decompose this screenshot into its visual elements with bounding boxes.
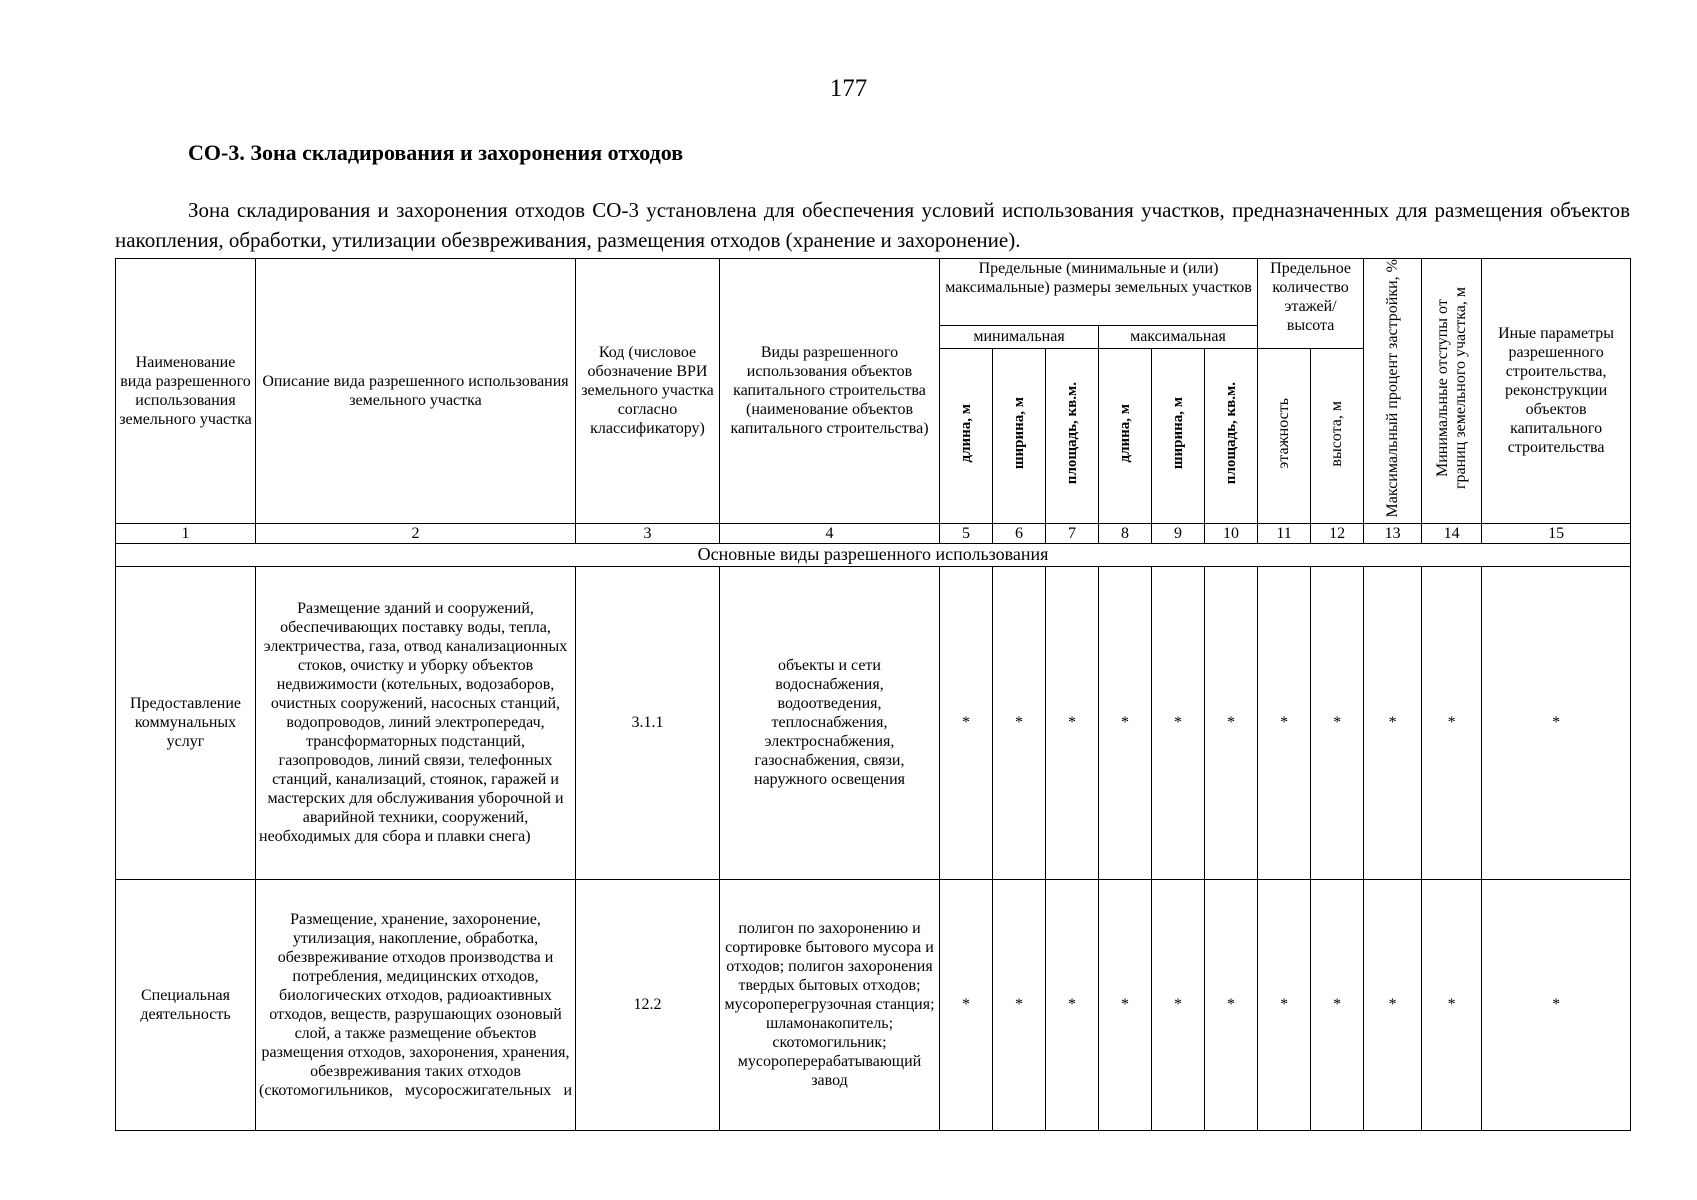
header-setbacks-text: Минимальные отступы от границ земельного участка, м xyxy=(1433,287,1469,490)
param-cell: * xyxy=(1258,566,1311,879)
row-name: Специальная деятельность xyxy=(116,879,256,1130)
row-description: Размещение, хранение, захоронение, утилизация, накопление, обработка, обезвреживание отходов производства и потребления, медицинских отходов, биологических отходов, радиоактивных отходов, веществ, разрушающих озоновый слой, а также размещение объектов размещения отходов, захоронения, хранения, обезвреживания таких отходов (скотомогильников, мусоросжигательных и xyxy=(256,879,576,1130)
header-floors-text: этажность xyxy=(1275,398,1293,469)
column-number: 8 xyxy=(1099,523,1152,543)
column-number: 4 xyxy=(720,523,940,543)
header-floors xyxy=(1258,349,1311,523)
column-number: 14 xyxy=(1422,523,1482,543)
param-cell: * xyxy=(1099,566,1152,879)
header-setbacks xyxy=(1422,259,1482,524)
column-number: 11 xyxy=(1258,523,1311,543)
param-cell: * xyxy=(1482,879,1631,1130)
header-floors-group: Предельное количество этажей/ высота xyxy=(1258,259,1364,349)
param-cell: * xyxy=(1205,566,1258,879)
param-cell: * xyxy=(1099,879,1152,1130)
param-cell: * xyxy=(1152,879,1205,1130)
column-number: 6 xyxy=(993,523,1046,543)
header-height xyxy=(1311,349,1364,523)
section-row xyxy=(116,543,1631,566)
header-max-area xyxy=(1205,349,1258,523)
column-number: 13 xyxy=(1364,523,1422,543)
column-number: 3 xyxy=(576,523,720,543)
row-objects: объекты и сети водоснабжения, водоотведения, теплоснабжения, электроснабжения, газоснабжения, связи, наружного освещения xyxy=(720,566,940,879)
table-row xyxy=(116,566,1631,879)
header-max-width xyxy=(1152,349,1205,523)
column-number: 9 xyxy=(1152,523,1205,543)
header-min-area-text: площадь, кв.м. xyxy=(1064,382,1080,485)
zone-title: СО-3. Зона складирования и захоронения отходов xyxy=(188,140,684,165)
header-max-width-text: ширина, м xyxy=(1170,397,1186,470)
param-cell: * xyxy=(1152,566,1205,879)
header-min-area xyxy=(1046,349,1099,523)
column-number: 12 xyxy=(1311,523,1364,543)
row-description: Размещение зданий и сооружений, обеспечивающих поставку воды, тепла, электричества, газа, отвод канализационных стоков, очистку и уборку объектов недвижимости (котельных, водозаборов, очистных сооружений, насосных станций, водопроводов, линий электропередач, трансформаторных подстанций, газопроводов, линий связи, телефонных станций, канализаций, стоянок, гаражей и мастерских для обслуживания уборочной и аварийной техники, сооружений, необходимых для сбора и плавки снега) xyxy=(256,566,576,879)
header-max-area-text: площадь, кв.м. xyxy=(1223,382,1240,485)
header-description: Описание вида разрешенного использования земельного участка xyxy=(256,259,576,524)
header-min-group: минимальная xyxy=(940,325,1099,349)
header-sizes-group: Предельные (минимальные и (или) максимальные) размеры земельных участков xyxy=(940,259,1258,326)
param-cell: * xyxy=(1258,879,1311,1130)
param-cell: * xyxy=(1364,566,1422,879)
column-number: 2 xyxy=(256,523,576,543)
header-min-width-text: ширина, м xyxy=(1011,397,1027,470)
header-coverage-text: Максимальный процент застройки, % xyxy=(1383,259,1401,518)
header-height-text: высота, м xyxy=(1328,400,1346,467)
param-cell: * xyxy=(1422,879,1482,1130)
param-cell: * xyxy=(1364,879,1422,1130)
row-code: 3.1.1 xyxy=(576,566,720,879)
header-max-group: максимальная xyxy=(1099,325,1258,349)
row-objects: полигон по захоронению и сортировке бытового мусора и отходов; полигон захоронения твердых бытовых отходов; мусороперегрузочная станция; шламонакопитель; скотомогильник; мусороперерабатывающий завод xyxy=(720,879,940,1130)
param-cell: * xyxy=(1046,566,1099,879)
column-number: 1 xyxy=(116,523,256,543)
header-objects: Виды разрешенного использования объектов капитального строительства (наименование объектов капитального строительства) xyxy=(720,259,940,524)
param-cell: * xyxy=(1311,566,1364,879)
param-cell: * xyxy=(993,879,1046,1130)
row-name: Предоставление коммунальных услуг xyxy=(116,566,256,879)
regulation-table xyxy=(115,258,1631,1131)
header-max-length xyxy=(1099,349,1152,523)
header-min-length-text: длина, м xyxy=(958,404,974,463)
param-cell: * xyxy=(1422,566,1482,879)
param-cell: * xyxy=(1482,566,1631,879)
header-coverage xyxy=(1364,259,1422,524)
param-cell: * xyxy=(1311,879,1364,1130)
intro-paragraph: Зона складирования и захоронения отходов СО-3 установлена для обеспечения условий использования участков, предназначенных для размещения объектов накопления, обработки, утилизации обезвреживания, размещения отходов (хранение и захоронение). xyxy=(115,198,1630,252)
header-other: Иные параметры разрешенного строительства, реконструкции объектов капитального строительства xyxy=(1482,259,1631,524)
param-cell: * xyxy=(1205,879,1258,1130)
column-numbers-row xyxy=(116,523,1631,543)
row-code: 12.2 xyxy=(576,879,720,1130)
section-main-title: Основные виды разрешенного использования xyxy=(116,543,1631,566)
page-number: 177 xyxy=(829,75,868,102)
column-number: 7 xyxy=(1046,523,1099,543)
param-cell: * xyxy=(940,566,993,879)
param-cell: * xyxy=(993,566,1046,879)
header-name: Наименование вида разрешенного использования земельного участка xyxy=(116,259,256,524)
table-row xyxy=(116,879,1631,1130)
column-number: 5 xyxy=(940,523,993,543)
param-cell: * xyxy=(940,879,993,1130)
column-number: 15 xyxy=(1482,523,1631,543)
param-cell: * xyxy=(1046,879,1099,1130)
header-min-width xyxy=(993,349,1046,523)
header-code: Код (числовое обозначение ВРИ земельного участка согласно классификатору) xyxy=(576,259,720,524)
header-max-length-text: длина, м xyxy=(1117,404,1133,463)
header-min-length xyxy=(940,349,993,523)
column-number: 10 xyxy=(1205,523,1258,543)
